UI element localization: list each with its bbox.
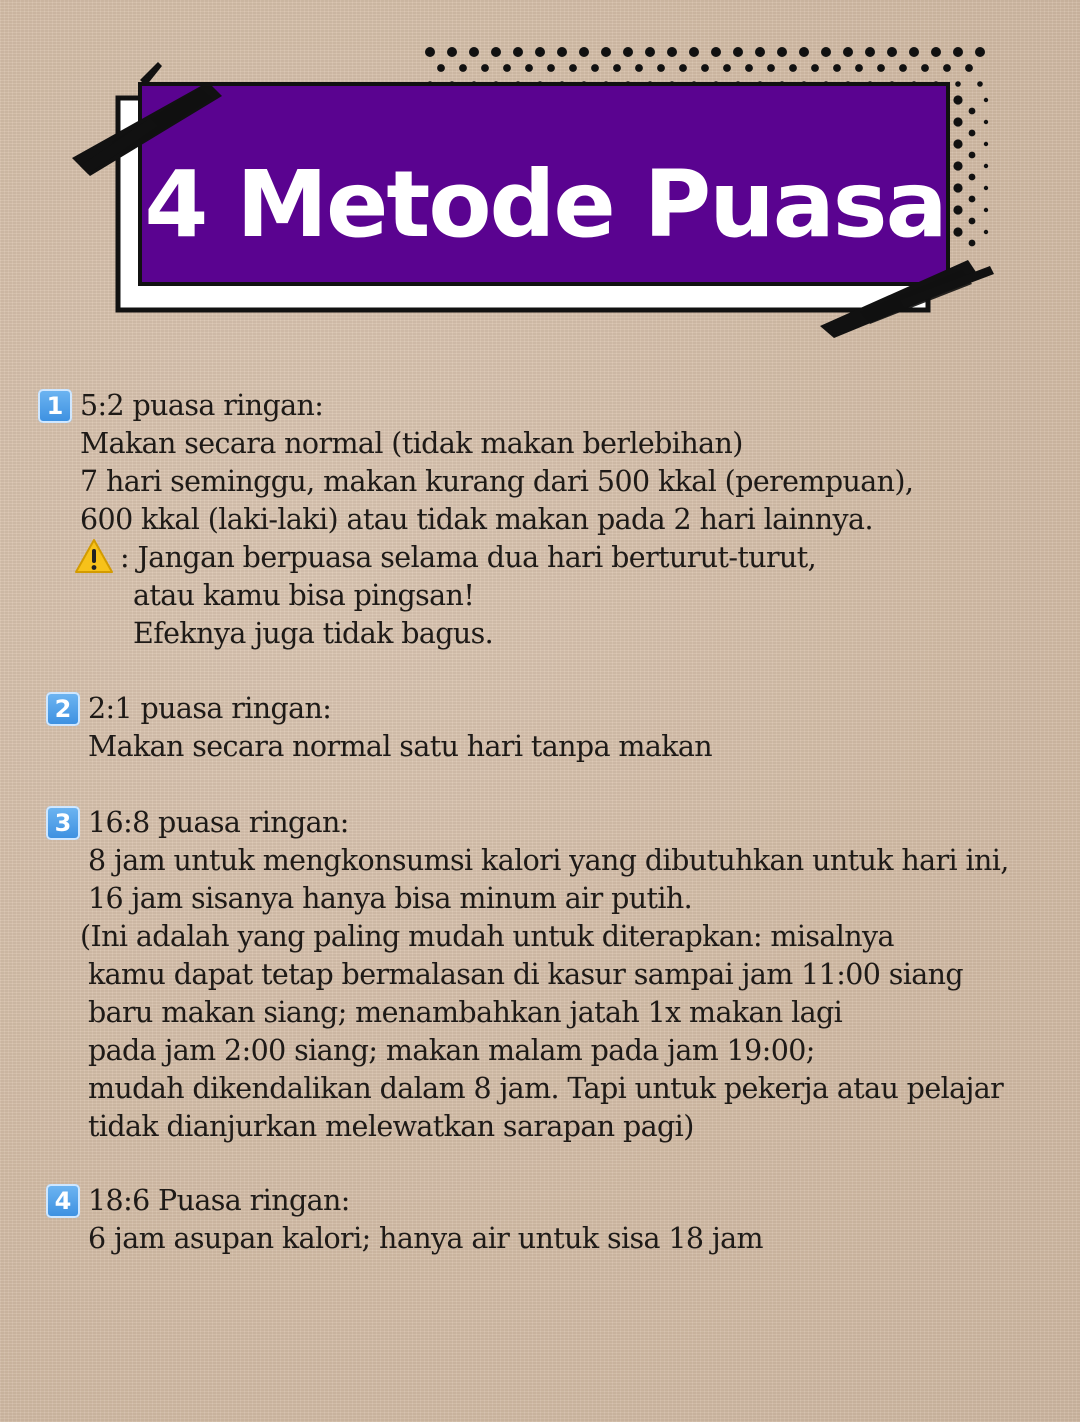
halftone-dot [591,64,599,72]
halftone-dot [547,64,555,72]
halftone-dot [525,64,533,72]
halftone-dot [877,64,885,72]
halftone-dot [755,47,765,57]
warning-line: : Jangan berpuasa selama dua hari berturut-turut, [120,541,817,574]
halftone-dot [481,64,489,72]
section-line: (Ini adalah yang paling mudah untuk diterapkan: misalnya [80,920,894,953]
halftone-dot [491,47,501,57]
section-heading: 2:1 puasa ringan: [88,692,332,725]
halftone-dot [953,161,962,170]
halftone-dot [437,64,445,72]
halftone-dot [723,64,731,72]
halftone-dot [833,64,841,72]
halftone-dot [953,139,962,148]
halftone-dot [984,142,988,146]
section-line: tidak dianjurkan melewatkan sarapan pagi) [88,1110,694,1143]
halftone-dot [984,230,988,234]
page-title: 4 Metode Puasa [144,150,946,258]
halftone-dot [931,47,941,57]
halftone-dot [865,47,875,57]
halftone-dot [969,152,976,159]
section-line: 16 jam sisanya hanya bisa minum air putih. [88,882,693,915]
halftone-dot [645,47,655,57]
halftone-dot [975,47,985,57]
section-line: mudah dikendalikan dalam 8 jam. Tapi untuk pekerja atau pelajar [88,1072,1004,1105]
halftone-dot [635,64,643,72]
halftone-dot [745,64,753,72]
halftone-dot [887,47,897,57]
number-4-badge: 4 [46,1184,80,1218]
halftone-dot [899,64,907,72]
section-line: kamu dapat tetap bermalasan di kasur sampai jam 11:00 siang [88,958,964,991]
section-heading: 18:6 Puasa ringan: [88,1184,350,1217]
halftone-dot [701,64,709,72]
halftone-dot [855,64,863,72]
warning-icon [74,538,114,574]
halftone-dot [953,95,962,104]
halftone-dot [984,164,988,168]
section-heading: 16:8 puasa ringan: [88,806,349,839]
halftone-dot [969,218,976,225]
halftone-dot [459,64,467,72]
halftone-dot [843,47,853,57]
halftone-dot [984,186,988,190]
halftone-dot [623,47,633,57]
halftone-dot [969,108,976,115]
halftone-dot [679,64,687,72]
halftone-dot [969,130,976,137]
halftone-dot [657,64,665,72]
halftone-dot [953,117,962,126]
number-3-badge: 3 [46,806,80,840]
number-1-badge: 1 [38,389,72,423]
halftone-dot [953,227,962,236]
halftone-dot [503,64,511,72]
section-line: 7 hari seminggu, makan kurang dari 500 kkal (perempuan), [80,465,914,498]
warning-line: atau kamu bisa pingsan! [133,579,475,612]
halftone-dot [943,64,951,72]
halftone-dot [733,47,743,57]
halftone-dot [469,47,479,57]
halftone-dot [789,64,797,72]
halftone-dot [811,64,819,72]
section-line: Makan secara normal (tidak makan berlebihan) [80,427,743,460]
halftone-dot [977,81,983,87]
section-line: baru makan siang; menambahkan jatah 1x makan lagi [88,996,843,1029]
section-line: 8 jam untuk mengkonsumsi kalori yang dibutuhkan untuk hari ini, [88,844,1009,877]
warning-line: Efeknya juga tidak bagus. [133,617,494,650]
halftone-dot [969,174,976,181]
halftone-dot [969,240,976,247]
section-line: 600 kkal (laki-laki) atau tidak makan pada 2 hari lainnya. [80,503,873,536]
halftone-dot [909,47,919,57]
halftone-dot [425,47,435,57]
halftone-dot [955,81,961,87]
section-line: pada jam 2:00 siang; makan malam pada jam 19:00; [88,1034,815,1067]
halftone-dot [984,208,988,212]
section-line: Makan secara normal satu hari tanpa makan [88,730,713,763]
halftone-dot [965,64,973,72]
halftone-dot [579,47,589,57]
halftone-dot [767,64,775,72]
halftone-dot [921,64,929,72]
halftone-dot [821,47,831,57]
halftone-dot [953,183,962,192]
halftone-dot [569,64,577,72]
halftone-dot [535,47,545,57]
halftone-dot [953,47,963,57]
number-2-badge: 2 [46,692,80,726]
halftone-dot [689,47,699,57]
section-heading: 5:2 puasa ringan: [80,389,324,422]
halftone-dot [667,47,677,57]
halftone-dot [711,47,721,57]
halftone-dot [984,120,988,124]
halftone-dot [953,205,962,214]
halftone-dot [447,47,457,57]
halftone-dot [984,98,988,102]
halftone-dot [601,47,611,57]
halftone-dot [613,64,621,72]
halftone-dot [969,196,976,203]
halftone-dot [777,47,787,57]
halftone-dot [513,47,523,57]
section-line: 6 jam asupan kalori; hanya air untuk sisa 18 jam [88,1222,763,1255]
halftone-dot [557,47,567,57]
halftone-dot [799,47,809,57]
